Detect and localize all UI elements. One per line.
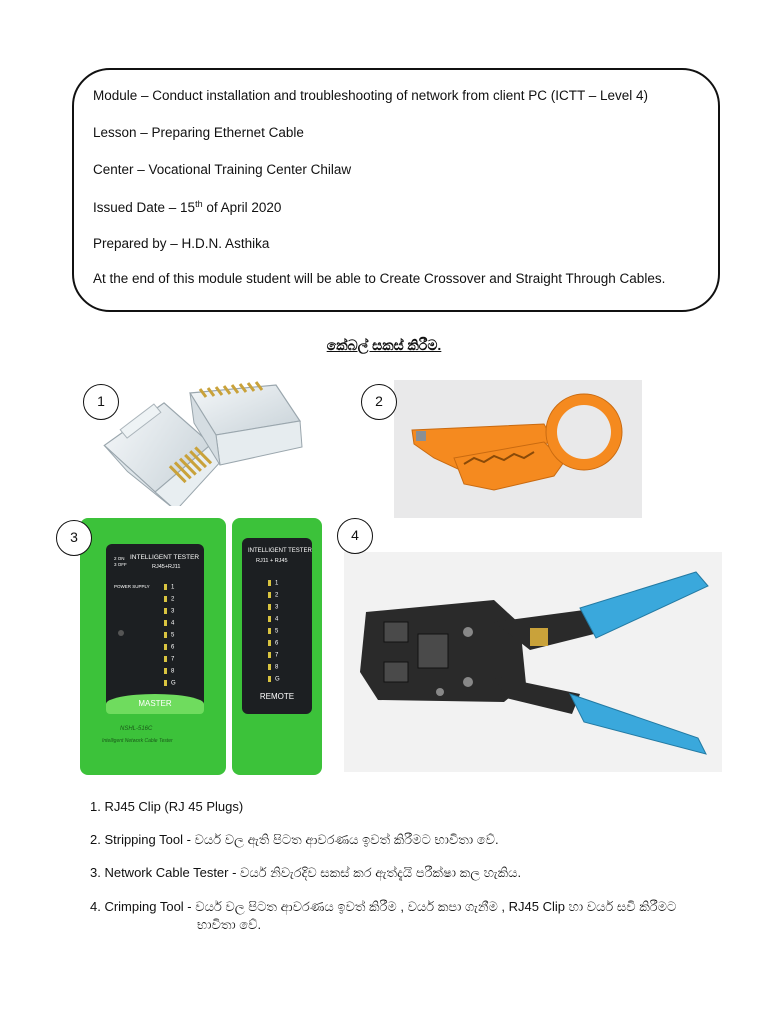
tester-led [268, 652, 271, 658]
tester-master-model: RJ45+RJ11 [152, 564, 181, 570]
tester-led-label: 1 [275, 580, 279, 587]
crimping-tool-photo [344, 552, 722, 772]
tester-led [164, 656, 167, 662]
tester-led [164, 584, 167, 590]
tester-led [164, 644, 167, 650]
tool-list-item-1: 1. RJ45 Clip (RJ 45 Plugs) [90, 799, 244, 814]
tester-led-row [268, 664, 278, 674]
tester-led-label: 7 [275, 652, 279, 659]
tester-led [268, 640, 271, 646]
tester-led [268, 580, 271, 586]
lesson-line: Lesson – Preparing Ethernet Cable [93, 125, 304, 140]
tool-list-item-3: 3. Network Cable Tester - වයර් නිවැරදිව සකස් කර ඇත්දැයි පරීක්ෂා කල හැකිය. [90, 865, 522, 880]
tester-remote-panel [242, 538, 312, 714]
tester-led [268, 604, 271, 610]
tester-led-row [268, 652, 278, 662]
tester-led-label: 5 [171, 632, 175, 639]
issued-date-prefix: Issued Date – 15 [93, 200, 196, 215]
tool-list-item-4-continuation: භාවිතා වේ. [197, 917, 262, 932]
tester-led-label: 8 [171, 668, 175, 675]
section-title: කේබල් සකස් කිරීම. [326, 337, 442, 353]
tester-remote-brand: INTELLIGENT TESTER [248, 548, 312, 554]
tester-led-label: 5 [275, 628, 279, 635]
tester-power-led [118, 630, 124, 636]
tool-list-item-4: 4. Crimping Tool - වයර් වල පිටත ආවරණය ඉවත් කිරීම , වයර් කපා ගැනීම , RJ45 Clip හා වයර් සවි කිරීමට [90, 899, 677, 914]
tester-footer-model: NSHL-516C [120, 726, 153, 732]
tester-led-row [268, 640, 278, 650]
tester-led [268, 664, 271, 670]
crimping-tool-body [360, 600, 594, 714]
tester-led-row [268, 604, 278, 614]
tester-led-label: 1 [171, 584, 175, 591]
tester-led-row [164, 680, 176, 690]
tester-led-row [268, 616, 278, 626]
tester-led [268, 628, 271, 634]
tester-led-row [164, 656, 174, 666]
tester-led-label: 8 [275, 664, 279, 671]
tester-led [164, 620, 167, 626]
tester-master-brand: INTELLIGENT TESTER [130, 554, 200, 561]
tester-led-label: G [275, 676, 280, 683]
network-cable-tester-photo [78, 514, 326, 779]
tester-led-row [268, 580, 278, 590]
tester-led-label: 3 [171, 608, 175, 615]
tester-led [164, 608, 167, 614]
tester-led [164, 668, 167, 674]
tester-led-label: 4 [171, 620, 175, 627]
outcome-line: At the end of this module student will be able to Create Crossover and Straight Through Cables. [93, 271, 666, 286]
tester-master-label: MASTER [138, 699, 172, 708]
tester-remote-unit [232, 518, 322, 775]
figure-number-1: 1 [83, 384, 119, 420]
tester-led-label: G [171, 680, 176, 687]
stripping-tool-photo [394, 380, 642, 518]
tester-led-label: 3 [275, 604, 279, 611]
tester-led-row [268, 628, 278, 638]
tester-master-label-band [106, 694, 204, 714]
tester-led [164, 632, 167, 638]
tester-led-row [164, 584, 174, 594]
tester-led [164, 680, 167, 686]
tester-led-row [164, 608, 174, 618]
issued-date-suffix: of April 2020 [202, 200, 282, 215]
module-line: Module – Conduct installation and troubleshooting of network from client PC (ICTT – Level 4) [93, 88, 649, 103]
tester-led-row [164, 632, 174, 642]
tester-led-label: 6 [275, 640, 279, 647]
issued-date-superscript: th [195, 199, 203, 209]
tester-led [268, 616, 271, 622]
tester-led [268, 592, 271, 598]
tester-led-row [164, 668, 174, 678]
prepared-by-line: Prepared by – H.D.N. Asthika [93, 236, 270, 251]
tester-led [164, 596, 167, 602]
tool-list-item-2: 2. Stripping Tool - වයර් වල ඇති පිටත ආවරණය ඉවත් කිරීමට භාවිතා වේ. [90, 832, 499, 847]
crimping-tool-handles [570, 572, 708, 754]
tester-master-panel [106, 544, 204, 714]
tester-switch-off: 3 OFF [114, 562, 127, 567]
tester-led-row [268, 592, 278, 602]
tester-master-unit [80, 518, 226, 775]
tester-led-label: 7 [171, 656, 175, 663]
tester-footer-text: Intelligent Network Cable Tester [102, 738, 173, 744]
tester-led-row [164, 644, 174, 654]
tester-switch-on: 2 ON [114, 556, 125, 561]
figure-number-2: 2 [361, 384, 397, 420]
tester-led-label: 4 [275, 616, 279, 623]
tester-power-label: POWER SUPPLY [114, 584, 150, 589]
issued-date-line [93, 200, 281, 216]
center-line: Center – Vocational Training Center Chilaw [93, 162, 352, 177]
tester-led [268, 676, 271, 682]
tester-led-label: 2 [171, 596, 175, 603]
tester-led-row [164, 620, 174, 630]
tester-led-row [164, 596, 174, 606]
figure-number-3: 3 [56, 520, 92, 556]
stripping-tool-body [412, 394, 622, 490]
tester-led-row [268, 676, 280, 686]
rj45-plugs-photo [86, 371, 306, 506]
tester-remote-model: RJ11 + RJ45 [256, 558, 288, 564]
tester-led-label: 2 [275, 592, 279, 599]
tester-led-label: 6 [171, 644, 175, 651]
tester-remote-label: REMOTE [259, 692, 295, 701]
figure-number-4: 4 [337, 518, 373, 554]
